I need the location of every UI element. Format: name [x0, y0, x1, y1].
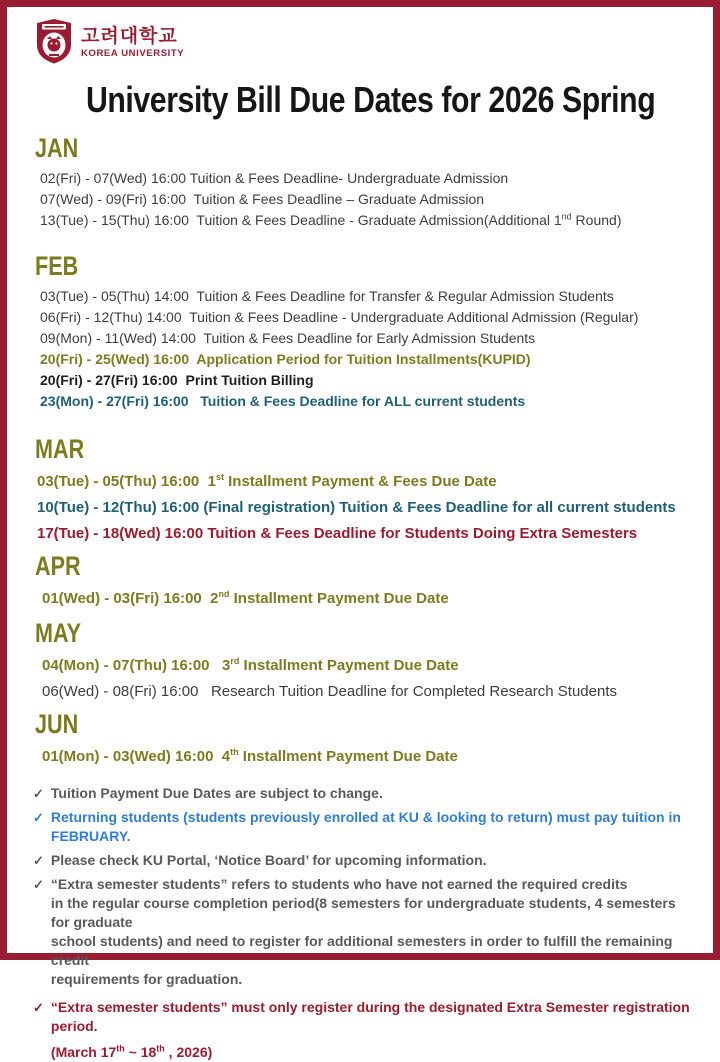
footnote — [33, 998, 695, 1062]
schedule-entry: 23(Mon) - 27(Fri) 16:00 Tuition & Fees Deadline for ALL current students — [40, 393, 526, 409]
check-icon: ✓ — [33, 810, 44, 825]
month-header: APR — [35, 551, 81, 581]
month-header: JAN — [35, 133, 79, 163]
check-icon: ✓ — [33, 877, 44, 892]
footnote-text: Tuition Payment Due Dates are subject to change. — [50, 785, 383, 801]
check-icon: ✓ — [33, 853, 44, 868]
schedule-entry: 01(Wed) - 03(Fri) 16:00 2nd Installment Payment Due Date — [42, 589, 449, 607]
schedule-entry: 10(Tue) - 12(Thu) 16:00 (Final registration) Tuition & Fees Deadline for all current students — [37, 499, 676, 516]
month-section-may — [33, 618, 695, 705]
page-title: University Bill Due Dates for 2026 Spring — [85, 79, 656, 120]
schedule-entry: 17(Tue) - 18(Wed) 16:00 Tuition & Fees Deadline for Students Doing Extra Semesters — [37, 525, 638, 542]
month-header: JUN — [35, 709, 79, 739]
month-header: MAR — [35, 434, 85, 464]
month-header: FEB — [35, 251, 79, 281]
schedule-entry: 01(Mon) - 03(Wed) 16:00 4th Installment Payment Due Date — [42, 747, 458, 765]
schedule-entry: 13(Tue) - 15(Thu) 16:00 Tuition & Fees Deadline - Graduate Admission(Additional 1nd Round) — [40, 211, 622, 228]
schedule-entry: 06(Fri) - 12(Thu) 14:00 Tuition & Fees Deadline - Undergraduate Additional Admission (Regular) — [40, 309, 639, 325]
footnote-text: Returning students (students previously enrolled at KU & looking to return) must pay tuition in FEBRUARY. — [50, 809, 685, 844]
months — [33, 133, 695, 770]
check-icon: ✓ — [33, 1000, 44, 1015]
schedule-entry: 03(Tue) - 05(Thu) 16:00 1st Installment Payment & Fees Due Date — [37, 472, 497, 490]
schedule-entry: 06(Wed) - 08(Fri) 16:00 Research Tuition Deadline for Completed Research Students — [42, 683, 618, 700]
schedule-entry: 04(Mon) - 07(Thu) 16:00 3rd Installment Payment Due Date — [42, 656, 459, 674]
schedule-entry: 20(Fri) - 27(Fri) 16:00 Print Tuition Billing — [40, 372, 314, 388]
footnote — [33, 784, 695, 803]
month-section-mar — [33, 434, 695, 547]
schedule-entry: 20(Fri) - 25(Wed) 16:00 Application Period for Tuition Installments(KUPID) — [40, 351, 531, 367]
schedule-entry: 02(Fri) - 07(Wed) 16:00 Tuition & Fees Deadline- Undergraduate Admission — [40, 170, 509, 186]
ku-crest-icon — [35, 18, 73, 69]
month-section-jun — [33, 709, 695, 770]
month-section-apr — [33, 551, 695, 612]
footnote-text: “Extra semester students” refers to students who have not earned the required credits in the regular course completion period(8 semesters for undergraduate students, 4 semesters for graduate school students) and need to register for additional semesters in order to fulfill the remaining credit requirements for graduation. — [50, 876, 680, 987]
university-logo — [35, 19, 695, 67]
schedule-entry: 09(Mon) - 11(Wed) 14:00 Tuition & Fees Deadline for Early Admission Students — [40, 330, 536, 346]
footnote-text: “Extra semester students” must only register during the designated Extra Semester registration period. (March 17th ~ 18th , 2026) — [50, 999, 694, 1060]
footnote-text: Please check KU Portal, ‘Notice Board’ for upcoming information. — [50, 852, 487, 868]
footnote — [33, 808, 695, 846]
footnote — [33, 875, 695, 989]
footnote — [33, 851, 695, 870]
logo-korean-name: 고려대학교 — [81, 26, 178, 48]
month-section-feb — [33, 251, 695, 412]
schedule-entry: 07(Wed) - 09(Fri) 16:00 Tuition & Fees Deadline – Graduate Admission — [40, 191, 485, 207]
check-icon: ✓ — [33, 786, 44, 801]
month-section-jan — [33, 133, 695, 231]
logo-english-name: KOREA UNIVERSITY — [81, 48, 185, 60]
schedule-entry: 03(Tue) - 05(Thu) 14:00 Tuition & Fees Deadline for Transfer & Regular Admission Students — [40, 288, 614, 304]
footnotes — [33, 784, 695, 1062]
month-header: MAY — [35, 618, 82, 648]
logo-text — [81, 27, 184, 59]
